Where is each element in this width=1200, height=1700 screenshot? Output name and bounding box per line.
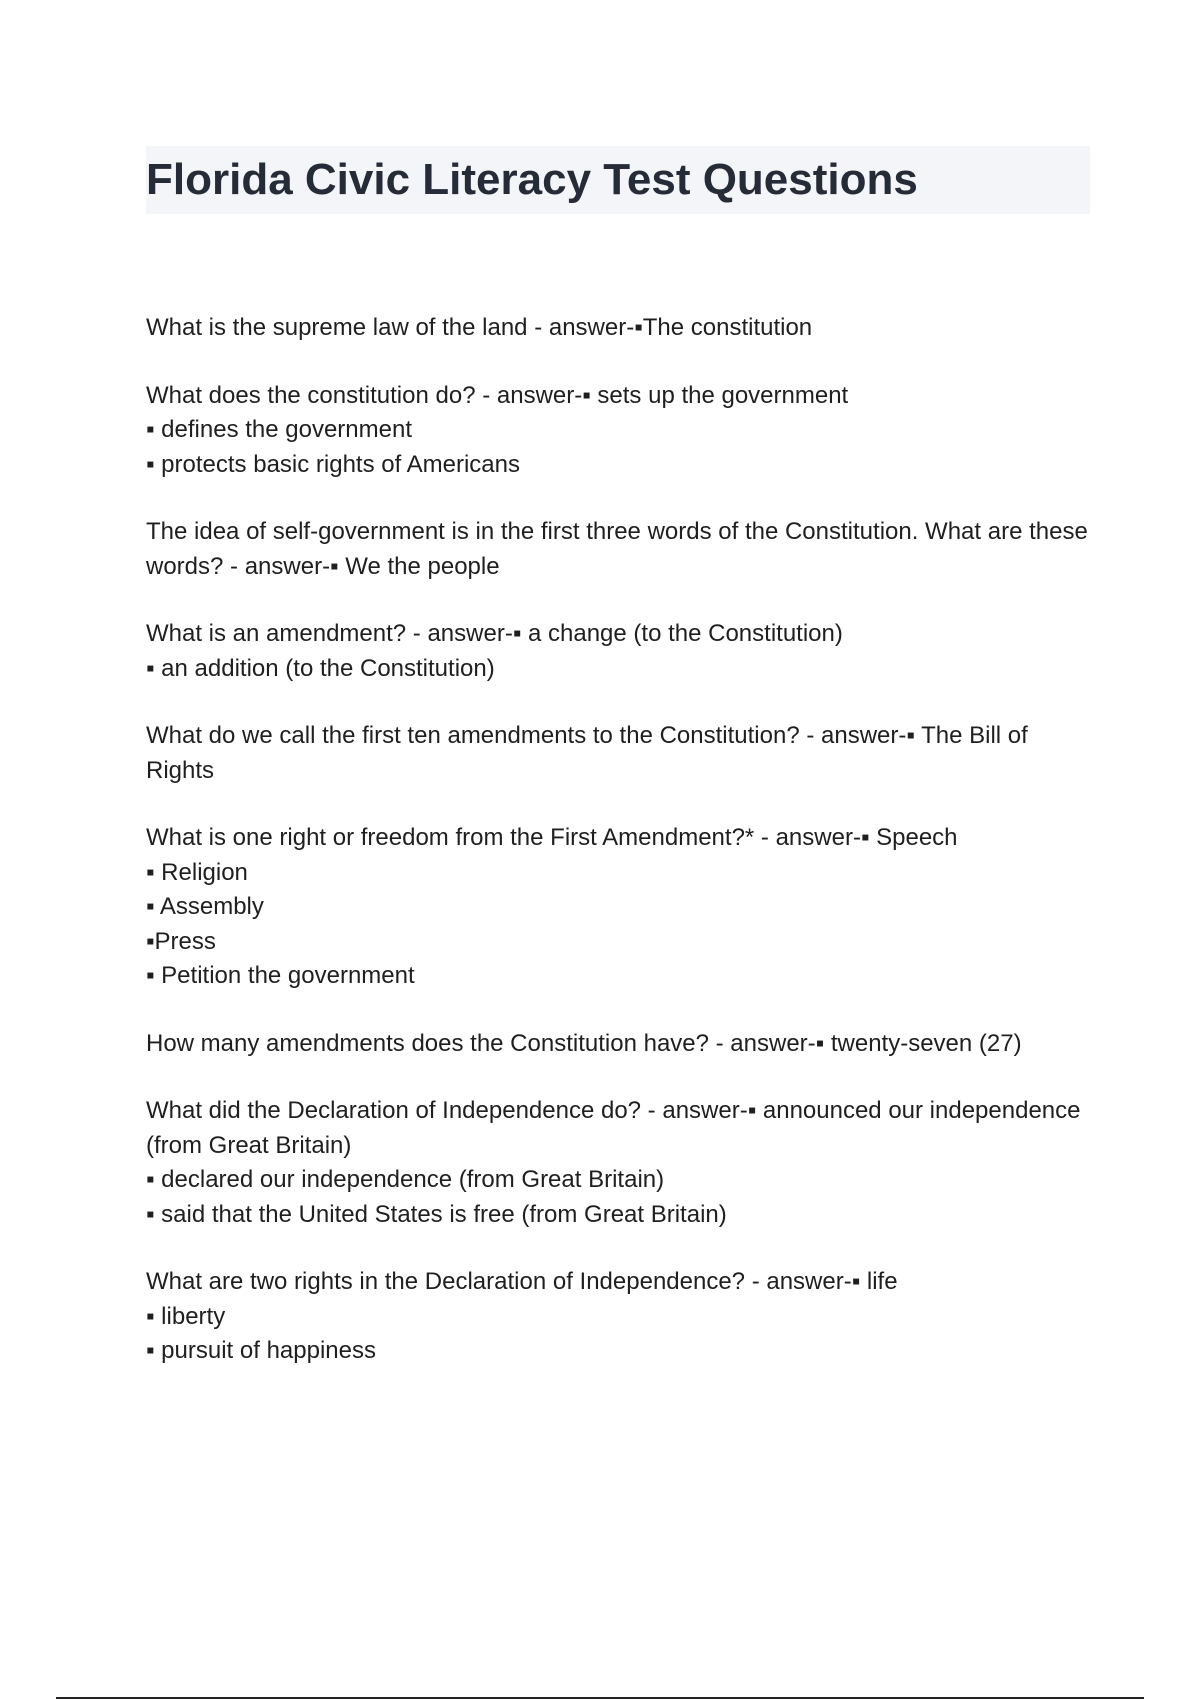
qa-item <box>146 1265 1090 1369</box>
qa-line: The idea of self-government is in the first three words of the Constitution. What are these words? - answer-▪ We the people <box>146 518 1088 580</box>
qa-line: ▪ said that the United States is free (from Great Britain) <box>146 1200 727 1228</box>
title-band <box>146 146 1090 214</box>
qa-line: What is one right or freedom from the First Amendment?* - answer-▪ Speech <box>146 824 958 851</box>
qa-item <box>146 719 1090 788</box>
qa-line: ▪ Religion <box>146 858 248 886</box>
qa-item <box>146 821 1090 994</box>
qa-item <box>146 1094 1090 1232</box>
document-title: Florida Civic Literacy Test Questions <box>146 155 918 204</box>
qa-line: ▪ pursuit of happiness <box>146 1337 376 1364</box>
qa-line: What are two rights in the Declaration of Independence? - answer-▪ life <box>146 1268 898 1295</box>
qa-line: How many amendments does the Constitution have? - answer-▪ twenty-seven (27) <box>146 1029 1022 1057</box>
qa-line: ▪Press <box>146 927 216 955</box>
qa-line: ▪ Assembly <box>146 893 264 920</box>
qa-line: What do we call the first ten amendments to the Constitution? - answer-▪ The Bill of Rights <box>146 722 1028 784</box>
qa-line: ▪ an addition (to the Constitution) <box>146 654 495 682</box>
qa-line: What did the Declaration of Independence do? - answer-▪ announced our independence (from Great Britain) <box>146 1097 1081 1159</box>
qa-line: What is an amendment? - answer-▪ a change (to the Constitution) <box>146 620 843 647</box>
qa-item <box>146 617 1090 686</box>
qa-line: ▪ defines the government <box>146 416 413 443</box>
qa-line: What does the constitution do? - answer-▪ sets up the government <box>146 381 849 409</box>
qa-list <box>146 311 1090 1402</box>
qa-line: ▪ declared our independence (from Great Britain) <box>146 1166 665 1193</box>
qa-item <box>146 1027 1090 1062</box>
qa-line: ▪ liberty <box>146 1302 226 1330</box>
footer-rule <box>56 1697 1144 1699</box>
qa-line: ▪ protects basic rights of Americans <box>146 450 520 478</box>
qa-item <box>146 379 1090 483</box>
qa-item <box>146 311 1090 346</box>
qa-line: ▪ Petition the government <box>146 962 415 989</box>
qa-item <box>146 515 1090 584</box>
qa-line: What is the supreme law of the land - answer-▪The constitution <box>146 314 813 341</box>
